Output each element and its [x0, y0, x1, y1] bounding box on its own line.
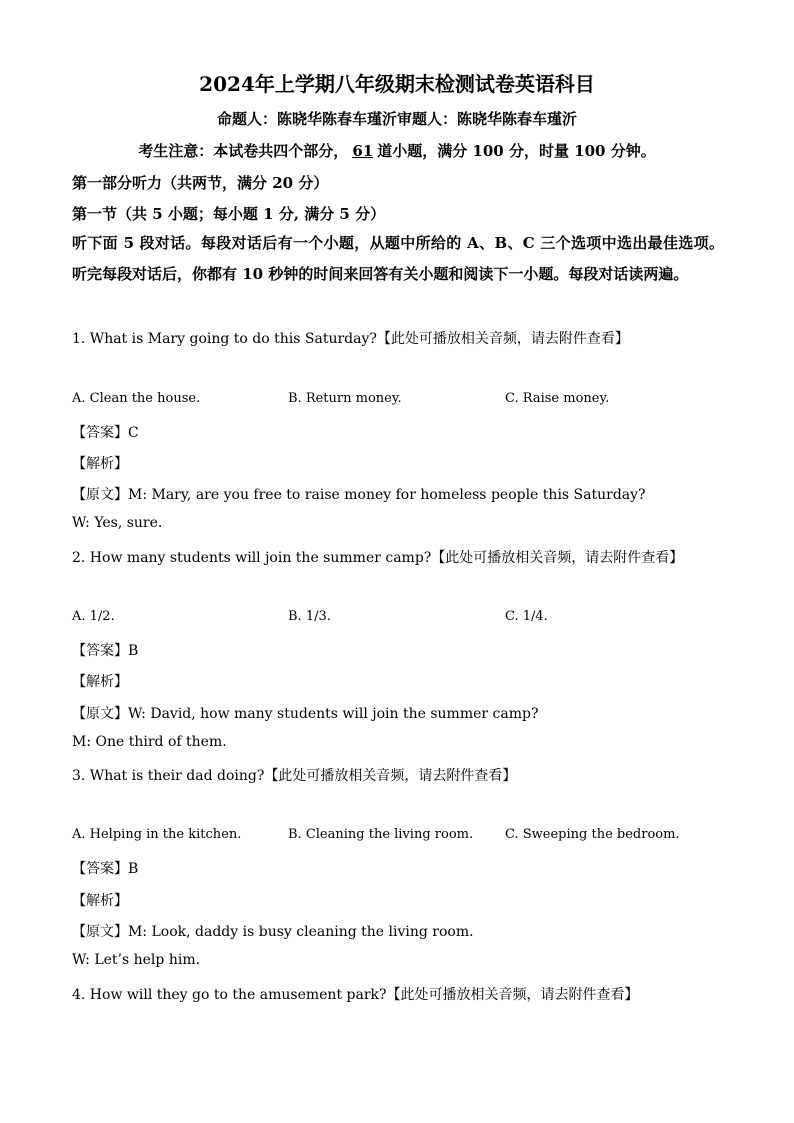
section-heading: 第一节（共 5 小题；每小题 1 分, 满分 5 分） — [72, 205, 386, 223]
exam-title: 2024年上学期八年级期末检测试卷英语科目 — [199, 72, 595, 96]
instructions: 听下面 5 段对话。每段对话后有一个小题，从题中所给的 A、B、C 三个选项中选出最佳选项。听完每段对话后，你都有 10 秒钟的时间来回答有关小题和阅读下一小题。每段对话读两遍。 — [72, 234, 724, 283]
transcript-line: 【原文】W: David, how many students will join the summer camp? — [72, 706, 539, 722]
notice-suffix: 道小题，满分 100 分，时量 100 分钟。 — [377, 142, 656, 160]
option-b: B. Return money. — [288, 391, 402, 406]
notice-line — [0, 140, 794, 161]
question-stem: 4. How will they go to the amusement park?【此处可播放相关音频，请去附件查看】 — [72, 987, 639, 1003]
answer: 【答案】B — [72, 643, 139, 659]
question-stem: 2. How many students will join the summer camp?【此处可播放相关音频，请去附件查看】 — [72, 550, 684, 566]
option-a: A. Helping in the kitchen. — [72, 827, 242, 842]
answer: 【答案】C — [72, 425, 139, 441]
analysis: 【解析】 — [72, 674, 128, 690]
transcript-line: W: Let’s help him. — [72, 952, 201, 968]
question-count: 61 — [352, 142, 374, 160]
option-c: C. 1/4. — [505, 609, 548, 624]
transcript-line: M: One third of them. — [72, 734, 227, 750]
option-a: A. Clean the house. — [72, 391, 201, 406]
option-c: C. Sweeping the bedroom. — [505, 827, 680, 842]
question-stem: 1. What is Mary going to do this Saturday?【此处可播放相关音频，请去附件查看】 — [72, 331, 629, 347]
transcript-line: 【原文】M: Mary, are you free to raise money for homeless people this Saturday? — [72, 487, 646, 503]
answer: 【答案】B — [72, 861, 139, 877]
analysis: 【解析】 — [72, 893, 128, 909]
option-a: A. 1/2. — [72, 609, 115, 624]
part-heading: 第一部分听力（共两节，满分 20 分） — [72, 174, 329, 192]
transcript-line: W: Yes, sure. — [72, 515, 163, 531]
analysis: 【解析】 — [72, 456, 128, 472]
transcript-line: 【原文】M: Look, daddy is busy cleaning the living room. — [72, 924, 474, 940]
notice-prefix: 考生注意：本试卷共四个部分， — [138, 142, 349, 160]
option-b: B. Cleaning the living room. — [288, 827, 474, 842]
option-c: C. Raise money. — [505, 391, 610, 406]
option-b: B. 1/3. — [288, 609, 331, 624]
question-stem: 3. What is their dad doing?【此处可播放相关音频，请去附件查看】 — [72, 768, 517, 784]
authors-line: 命题人：陈晓华陈春车瑾沂审题人：陈晓华陈春车瑾沂 — [216, 110, 577, 128]
